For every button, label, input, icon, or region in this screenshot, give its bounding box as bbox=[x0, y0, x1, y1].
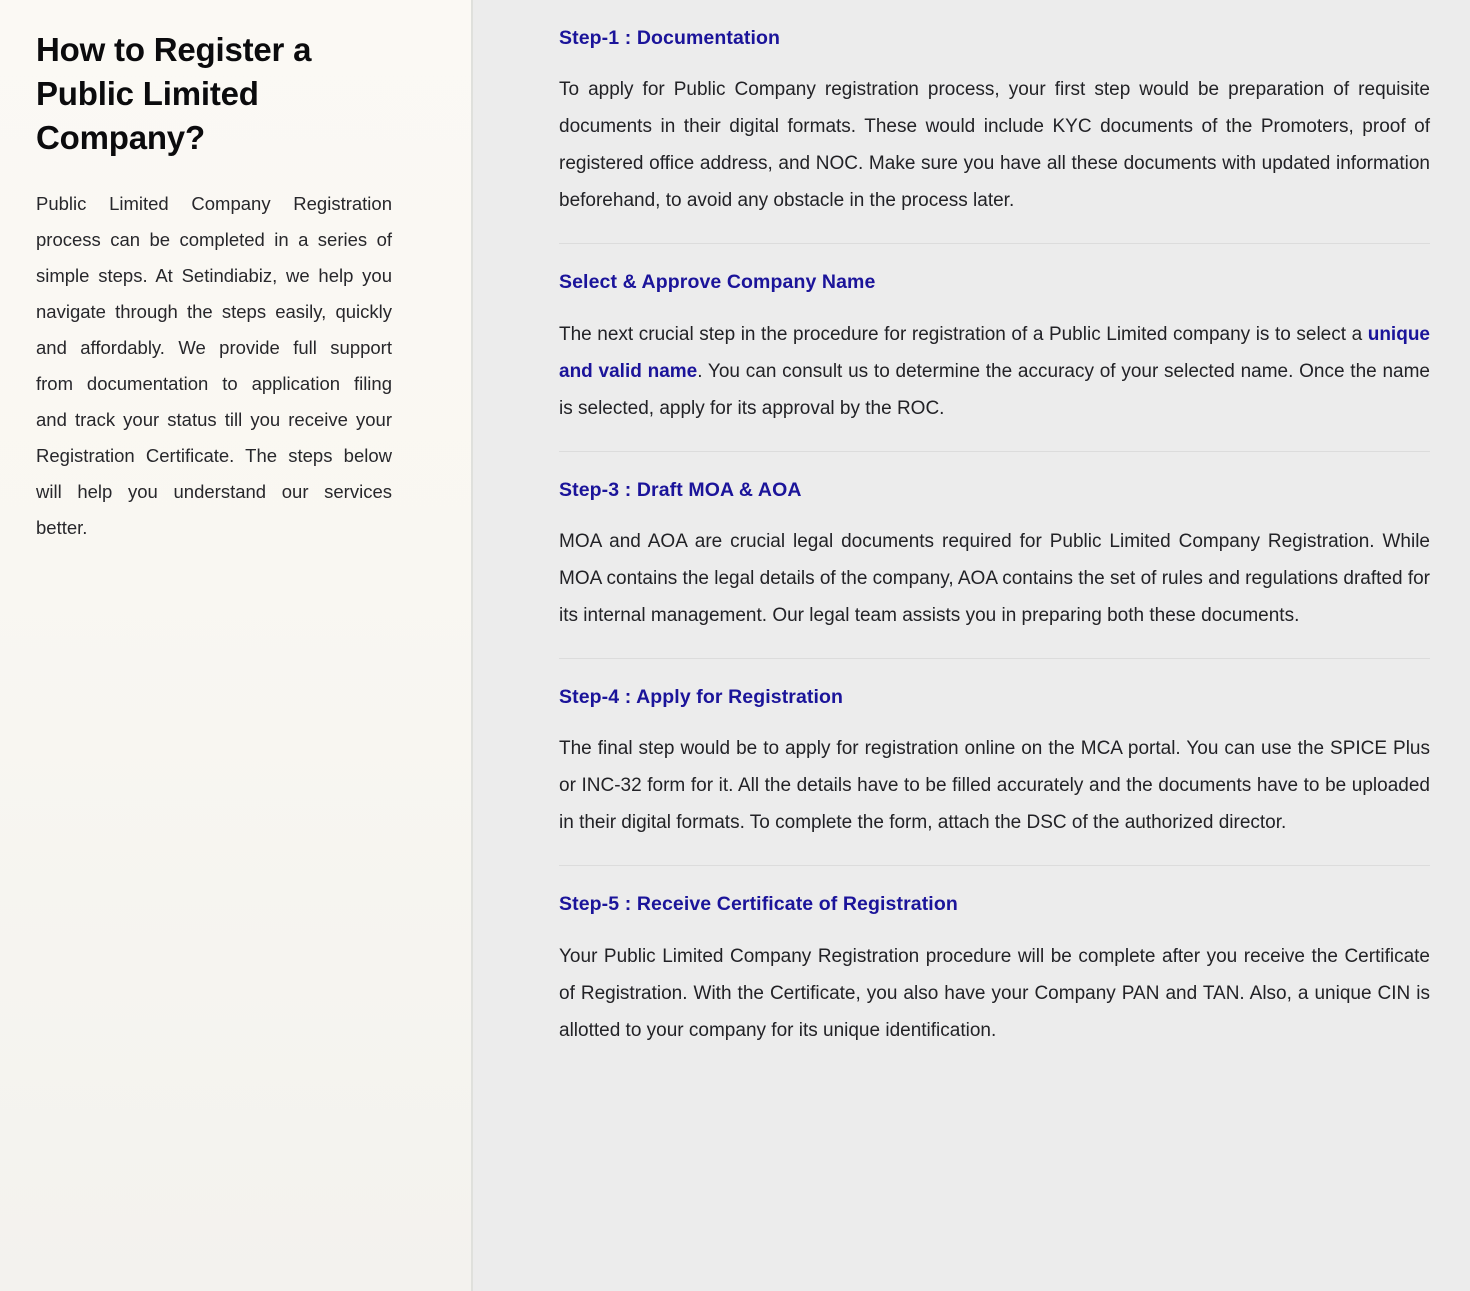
step-body-5: Your Public Limited Company Registration procedure will be complete after you receive the Certificate of Registration. With the Certificate, you also have your Company PAN and TAN. Also, a unique CIN is allotted to your company for its unique identification. bbox=[559, 945, 1430, 1041]
step-body-2-text-after: . You can consult us to determine the accuracy of your selected name. Once the name is selected, apply for its approval by the ROC. bbox=[559, 360, 1430, 419]
steps-panel bbox=[473, 0, 1470, 1291]
step-body-1: To apply for Public Company registration process, your first step would be preparation of requisite documents in their digital formats. These would include KYC documents of the Promoters, proof of registered office address, and NOC. Make sure you have all these documents with updated information beforehand, to avoid any obstacle in the process later. bbox=[559, 79, 1430, 212]
section-divider-4 bbox=[559, 865, 1430, 866]
section-divider-3 bbox=[559, 658, 1430, 659]
step-body-2 bbox=[559, 316, 1430, 427]
page-title: How to Register a Public Limited Company? bbox=[36, 31, 312, 156]
step-block-1 bbox=[559, 26, 1430, 219]
section-divider-2 bbox=[559, 451, 1430, 452]
step-body-2-text-before: The next crucial step in the procedure for registration of a Public Limited company is to select a bbox=[559, 323, 1368, 345]
step-block-2 bbox=[559, 270, 1430, 426]
step-body-4: The final step would be to apply for registration online on the MCA portal. You can use the SPICE Plus or INC-32 form for it. All the details have to be filled accurately and the documents have to be uploaded in their digital formats. To complete the form, attach the DSC of the authorized director. bbox=[559, 738, 1430, 834]
section-divider-1 bbox=[559, 243, 1430, 244]
step-heading-1: Step-1 : Documentation bbox=[559, 27, 781, 49]
step-heading-3: Step-3 : Draft MOA & AOA bbox=[559, 478, 802, 501]
step-heading-4: Step-4 : Apply for Registration bbox=[559, 686, 844, 709]
unique-valid-name-link[interactable]: unique and valid name bbox=[559, 323, 1430, 382]
step-body-3: MOA and AOA are crucial legal documents required for Public Limited Company Registration. While MOA contains the legal details of the company, AOA contains the set of rules and regulations drafted for its internal management. Our legal team assists you in preparing both these documents. bbox=[559, 531, 1430, 627]
step-heading-2: Select & Approve Company Name bbox=[559, 271, 876, 294]
intro-paragraph: Public Limited Company Registration process can be completed in a series of simple steps. At Setindiabiz, we help you navigate through the steps easily, quickly and affordably. We provide full support from documentation to application filing and track your status till you receive your Registration Certificate. The steps below will help you understand our services better. bbox=[36, 192, 392, 538]
intro-panel bbox=[0, 0, 473, 1291]
step-heading-5: Step-5 : Receive Certificate of Registration bbox=[559, 893, 958, 916]
step-block-5 bbox=[559, 892, 1430, 1048]
step-block-4 bbox=[559, 685, 1430, 841]
step-block-3 bbox=[559, 478, 1430, 634]
